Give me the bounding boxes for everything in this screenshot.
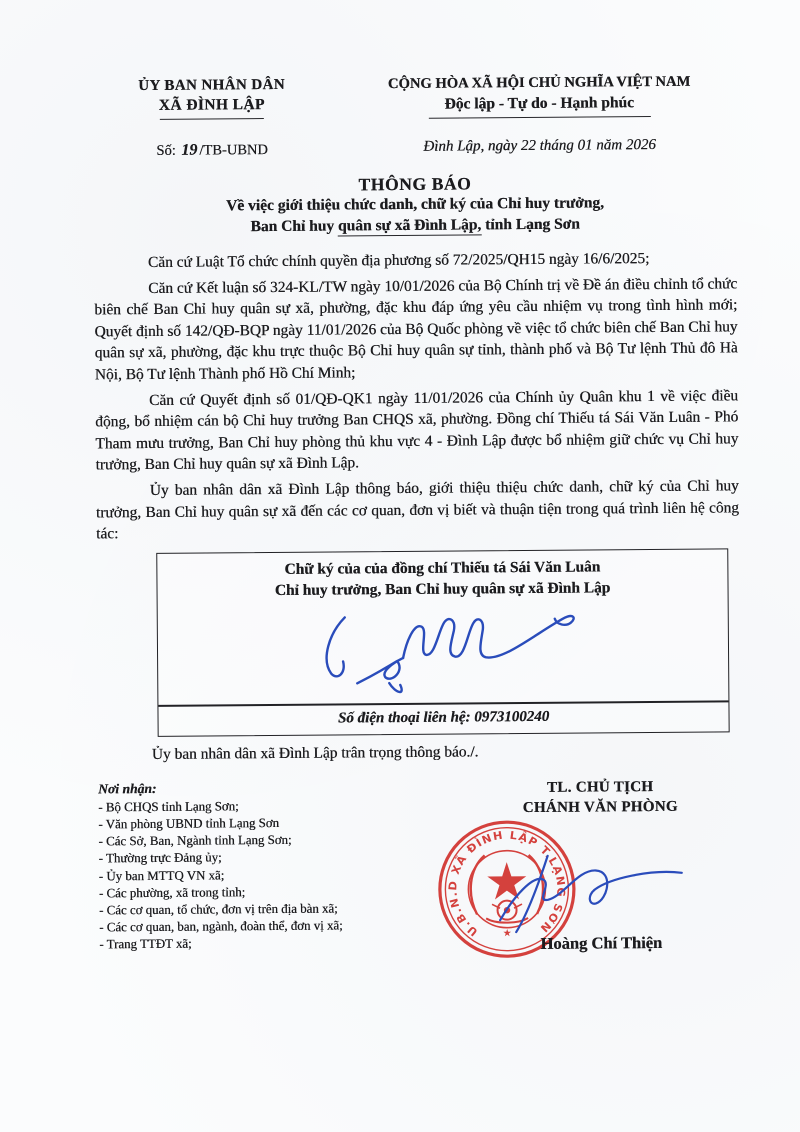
document-body [94,247,739,545]
subtitle-pre: Ban Chỉ huy [250,216,339,235]
national-motto-block [331,73,737,156]
document-number-handwritten: 19 [181,141,198,159]
issuing-authority-block [93,77,332,161]
commander-signature-scribble [293,601,594,703]
national-title: CỘNG HÒA XÃ HỘI CHỦ NGHĨA VIỆT NAM [387,73,691,93]
signer-title-line2: CHÁNH VĂN PHÒNG [522,798,678,816]
place-and-date: Đình Lập, ngày 22 tháng 01 năm 2026 [423,136,656,155]
title-block [93,171,736,238]
header-left-rule [160,118,264,120]
closing-line: Ủy ban nhân dân xã Đình Lập trân trọng thông báo./. [151,743,479,763]
signature-specimen-box [156,548,729,736]
specimen-title-line2: Chỉ huy trưởng, Ban Chỉ huy quân sự xã Đình Lập [274,579,611,600]
document-number-suffix: /TB-UBND [199,142,268,159]
recipient-item: - Các phường, xã trong tỉnh; [98,884,246,901]
paragraph-legal-basis-3: Căn cứ Quyết định số 01/QĐ-QK1 ngày 11/01/2026 của Chính ủy Quân khu 1 về việc điều động, bổ nhiệm cán bộ Chỉ huy trưởng Ban CHQS xã, phường. Đồng chí Thiếu tá Sái Văn Luân - Phó Tham mưu trưởng, Ban Chỉ huy phòng thủ khu vực 4 - Đình Lập được bổ nhiệm giữ chức vụ Chỉ huy trưởng, Ban Chỉ huy quân sự xã Đình Lập. [95,386,739,474]
recipients-label: Nơi nhận: [98,780,157,797]
paragraph-legal-basis-2: Căn cứ Kết luận số 324-KL/TW ngày 10/01/2026 của Bộ Chính trị về Đề án điều chỉnh tổ chức biên chế Ban Chỉ huy quân sự xã, phường, đặc khu đáp ứng yêu cầu nhiệm vụ trong tình hình mới; Quyết định số 142/QĐ-BQP ngày 11/01/2026 của Bộ Quốc phòng về việc tổ chức biên chế Ban Chỉ huy quân sự xã, phường, đặc khu trực thuộc Bộ Chỉ huy quân sự tỉnh, thành phố và Bộ Tư lệnh Thủ đô Hà Nội, Bộ Tư lệnh Thành phố Hồ Chí Minh; [94,274,738,384]
subtitle-post: tỉnh Lạng Sơn [481,215,580,233]
signer-name: Hoàng Chí Thiện [540,932,663,953]
subtitle-underlined: quân sự xã Đình Lập, [337,215,482,234]
signature-specimen-inner [157,549,728,704]
signer-title-line1: TL. CHỦ TỊCH [546,778,654,796]
seal-ring-text: U.B.N.D XÃ ĐÌNH LẬP T.LẠNG SƠN [446,828,568,939]
recipient-item: - Các Sở, Ban, Ngành tỉnh Lạng Sơn; [98,832,292,849]
issuing-authority-name: ỦY BAN NHÂN DÂN [138,76,285,95]
document-subtitle-line2 [94,213,737,239]
seal-star-icon: ★ [502,927,512,939]
paragraph-announcement: Ủy ban nhân dân xã Đình Lập thông báo, giới thiệu thiệu chức danh, chữ ký của Chỉ huy trưởng, Ban Chỉ huy quân sự xã đến các cơ quan, đơn vị biết và thuận tiện trong quá trình liên hệ công tác: [95,477,739,543]
recipient-item: - Thường trực Đảng ủy; [98,850,222,866]
recipients-block [98,778,447,957]
contact-phone-line: Số điện thoại liên hệ: 0973100240 [158,700,728,735]
page-title: THÔNG BÁO [358,173,472,195]
document-footer [98,776,742,957]
recipient-item: - Ủy ban MTTQ VN xã; [98,867,225,883]
issuing-authority-commune: XÃ ĐÌNH LẬP [158,96,265,114]
recipient-item: - Bộ CHQS tỉnh Lạng Sơn; [98,798,239,815]
document-number [93,141,331,161]
document-header [93,73,737,160]
header-right-rule [428,116,650,119]
national-motto: Độc lập - Tự do - Hạnh phúc [444,94,635,113]
recipient-item: - Các cơ quan, tổ chức, đơn vị trên địa bàn xã; [98,901,338,918]
recipient-item: - Trang TTĐT xã; [99,936,192,952]
signer-block [446,776,742,954]
specimen-title-line1: Chữ ký của của đồng chí Thiếu tá Sái Văn Luân [284,558,601,578]
chief-of-office-signature-scribble [486,848,697,935]
document-subtitle-line1: Về việc giới thiệu chức danh, chữ ký của Chỉ huy trưởng, [225,194,605,215]
recipient-item: - Văn phòng UBND tỉnh Lạng Sơn [98,815,280,832]
recipient-item: - Các cơ quan, ban, ngành, đoàn thể, đơn vị xã; [99,918,343,935]
document-number-label: Số: [156,142,176,159]
paragraph-legal-basis-1: Căn cứ Luật Tổ chức chính quyền địa phương số 72/2025/QH15 ngày 16/6/2025; [147,250,650,271]
